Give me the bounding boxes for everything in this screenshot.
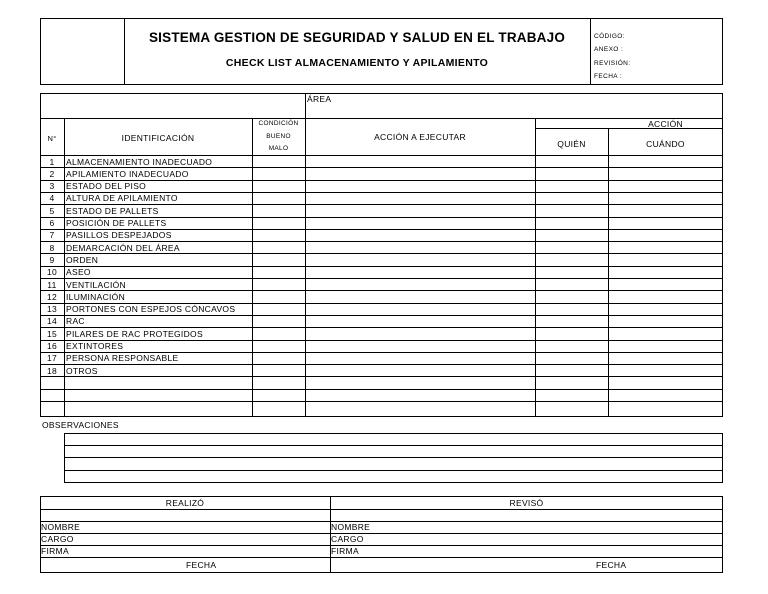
row-number: 12 [46,291,58,302]
col-quien-header: QUIÉN [557,139,586,149]
realizo-firma-label: FIRMA [41,546,69,556]
observaciones-line [64,470,723,471]
document-title: SISTEMA GESTION DE SEGURIDAD Y SALUD EN EL TRABAJO [148,30,566,45]
row-number: 10 [46,267,58,278]
area-divider [305,93,306,119]
realizo-fecha-label: FECHA [186,560,217,570]
row-number: 8 [49,242,55,253]
row-label: ILUMINACIÓN [66,291,126,302]
col-bueno-header: BUENO [266,133,291,140]
row-number: 6 [49,218,55,228]
document-subtitle: CHECK LIST ALMACENAMIENTO Y APILAMIENTO [225,57,489,69]
row-number: 15 [46,328,58,339]
row-label: APILAMIENTO INADECUADO [66,168,189,179]
area-label: ÁREA [307,94,332,104]
row-divider [40,315,723,316]
row-label: VENTILACIÓN [66,279,126,290]
row-number: 17 [46,353,58,364]
observaciones-box[interactable] [64,433,723,483]
observaciones-line [64,445,723,446]
col-malo-header: MALO [268,145,289,152]
observaciones-label: OBSERVACIONES [42,420,119,430]
col-accion-ejecutar-header: ACCIÓN A EJECUTAR [374,132,466,142]
row-label: RAC [66,316,85,327]
row-divider [40,266,723,267]
row-number: 11 [47,279,57,290]
row-number: 16 [46,341,58,351]
revision-label: REVISIÓN: [594,60,631,67]
row-divider [40,376,723,377]
row-label: ALMACENAMIENTO INADECUADO [66,156,213,167]
row-divider [40,241,723,242]
firmas-line [40,521,723,522]
row-number: 4 [49,193,55,204]
row-label: ESTADO DE PALLETS [66,205,159,216]
row-divider [40,290,723,291]
firmas-line [40,545,723,546]
realizo-label: REALIZÓ [165,498,205,508]
area-box [40,93,723,119]
row-label: ESTADO DEL PISO [66,181,147,192]
col-line-ident [252,118,253,417]
realizo-cargo-label: CARGO [41,534,74,544]
firmas-line [40,557,723,558]
row-divider [40,364,723,365]
col-ident-header: IDENTIFICACIÓN [121,133,195,143]
row-label: ASEO [66,267,91,278]
row-divider [40,389,723,390]
row-divider [40,340,723,341]
row-label: PORTONES CON ESPEJOS CÓNCAVOS [66,304,236,315]
row-number: 5 [49,205,55,216]
col-cond-header: CONDICIÓN [258,120,299,127]
observaciones-line [64,457,723,458]
fecha-label: FECHA : [594,73,623,80]
row-label: DEMARCACIÓN DEL ÁREA [66,242,180,253]
reviso-firma-label: FIRMA [331,546,359,556]
anexo-label: ANEXO : [594,46,624,53]
row-label: PERSONA RESPONSABLE [66,353,179,364]
row-label: PILARES DE RAC PROTEGIDOS [66,328,203,339]
row-label: ALTURA DE APILAMIENTO [66,193,178,204]
realizo-nombre-label: NOMBRE [41,522,81,532]
col-line-cond [305,118,306,417]
firmas-line [40,509,723,510]
header-divider-right [590,18,591,85]
reviso-cargo-label: CARGO [331,534,364,544]
row-number: 9 [49,254,55,265]
col-line-accion [535,118,536,417]
table-header-bottom [40,155,723,156]
row-divider [40,401,723,402]
row-number: 3 [49,181,55,192]
col-line-num [64,118,65,417]
row-number: 2 [49,168,55,179]
col-num-header: N° [47,134,57,143]
row-label: EXTINTORES [66,341,124,351]
row-number: 18 [46,365,58,376]
row-divider [40,253,723,254]
row-number: 13 [46,304,58,315]
reviso-label: REVISÓ [509,498,544,508]
col-line-quien [608,128,609,417]
reviso-nombre-label: NOMBRE [331,522,371,532]
row-number: 1 [49,156,55,167]
row-label: POSICIÓN DE PALLETS [66,218,167,228]
firmas-line [40,533,723,534]
reviso-fecha-label: FECHA [596,560,627,570]
row-label: PASILLOS DESPEJADOS [66,230,172,241]
col-accion-header: ACCIÓN [648,119,683,129]
row-divider [40,278,723,279]
row-number: 7 [49,230,55,241]
row-label: ORDEN [66,254,99,265]
col-cuando-header: CUÁNDO [646,139,685,149]
header-divider-left [124,18,125,85]
codigo-label: CÓDIGO: [594,33,625,40]
row-label: OTROS [66,365,98,376]
row-number: 14 [46,316,58,327]
